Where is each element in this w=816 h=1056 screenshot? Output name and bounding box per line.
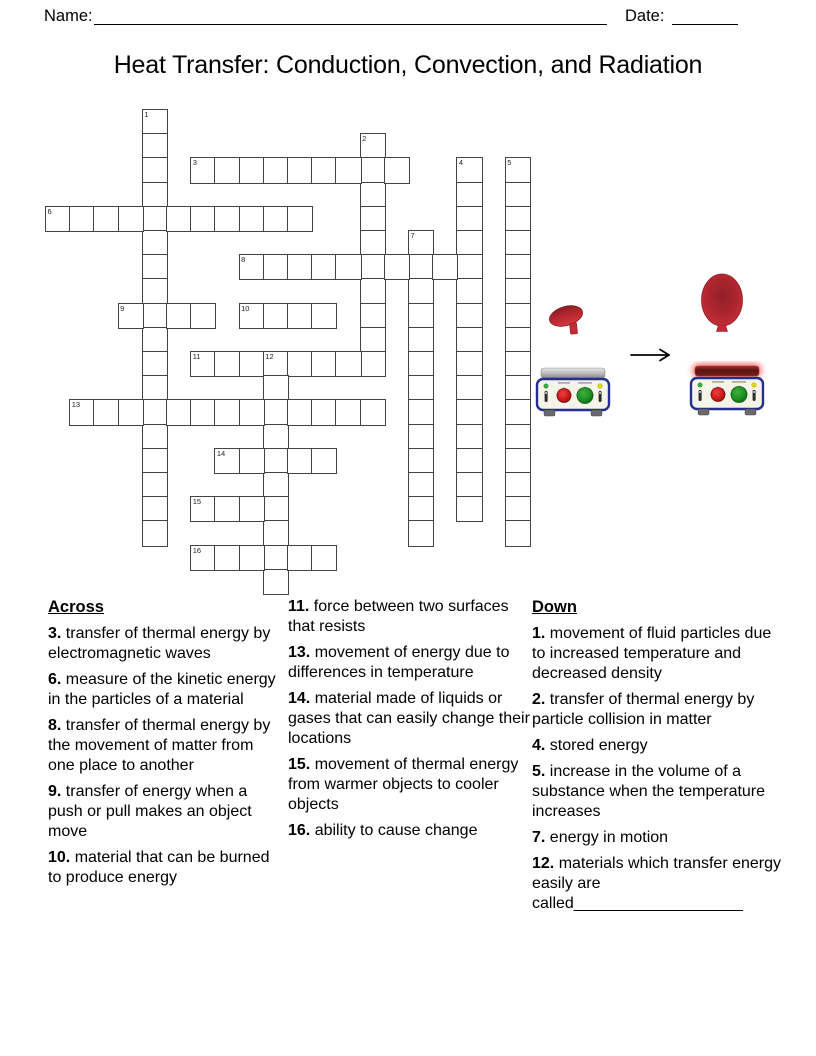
crossword-cell[interactable] <box>408 375 434 401</box>
clue-14: 14. material made of liquids or gases that can easily change their locations <box>288 690 530 747</box>
right-arrow-icon <box>630 345 672 365</box>
crossword-cell[interactable] <box>408 278 434 304</box>
crossword-cell[interactable] <box>214 399 240 425</box>
crossword-cell-number: 3 <box>192 158 197 168</box>
hot-plate-hot-image <box>686 361 768 423</box>
crossword-cell[interactable] <box>311 399 337 425</box>
crossword-cell[interactable] <box>408 303 434 329</box>
across-clues-list-continued <box>288 597 530 841</box>
crossword-cell[interactable] <box>408 520 434 546</box>
crossword-cell[interactable] <box>408 351 434 377</box>
crossword-cell[interactable] <box>456 182 482 208</box>
crossword-cell-number: 2 <box>362 134 367 144</box>
crossword-cell[interactable] <box>142 327 168 353</box>
crossword-cell-number: 14 <box>216 448 226 458</box>
crossword-cell-number: 8 <box>241 255 246 265</box>
crossword-cell[interactable] <box>456 375 482 401</box>
clue-4: 4. stored energy <box>532 737 648 754</box>
clue-13: 13. movement of energy due to differences in temperature <box>288 644 510 681</box>
crossword-cell[interactable] <box>118 206 144 232</box>
crossword-cell[interactable] <box>408 424 434 450</box>
crossword-cell[interactable] <box>505 448 531 474</box>
crossword-cell[interactable] <box>456 351 482 377</box>
down-clues-list <box>532 624 782 914</box>
clue-15: 15. movement of thermal energy from warmer objects to cooler objects <box>288 756 519 813</box>
clue-9: 9. transfer of energy when a push or pull makes an object move <box>48 783 252 840</box>
crossword-cell-number: 11 <box>192 352 201 361</box>
crossword-cell-number: 6 <box>47 206 52 216</box>
crossword-cell[interactable] <box>456 230 482 256</box>
crossword-cell[interactable] <box>287 157 313 183</box>
crossword-cell[interactable] <box>287 448 313 474</box>
clue-5: 5. increase in the volume of a substance when the temperature increases <box>532 763 766 820</box>
crossword-cell[interactable] <box>408 496 434 522</box>
crossword-cell[interactable] <box>408 448 434 474</box>
crossword-cell[interactable] <box>263 496 289 522</box>
crossword-cell[interactable] <box>505 375 531 401</box>
crossword-cell-number: 4 <box>458 158 464 168</box>
hot-plate-cold-image <box>534 365 612 423</box>
crossword-cell[interactable] <box>505 278 531 304</box>
crossword-cell[interactable] <box>360 327 386 353</box>
crossword-cell-number: 12 <box>265 352 274 361</box>
crossword-cell[interactable] <box>239 448 265 474</box>
crossword-cell[interactable] <box>311 254 337 280</box>
crossword-cell[interactable] <box>239 496 265 522</box>
crossword-cell[interactable] <box>263 206 289 232</box>
crossword-cell[interactable] <box>456 303 482 329</box>
crossword-cell[interactable] <box>166 206 192 232</box>
crossword-cell[interactable] <box>190 399 216 425</box>
crossword-cell[interactable] <box>166 303 192 329</box>
crossword-cell[interactable] <box>311 351 337 377</box>
crossword-cell[interactable] <box>456 399 482 425</box>
crossword-cell-number: 13 <box>71 400 81 410</box>
crossword-cell[interactable] <box>287 254 313 280</box>
crossword-cell[interactable] <box>214 545 240 571</box>
date-label: Date: <box>625 7 665 25</box>
crossword-cell[interactable] <box>142 351 168 377</box>
crossword-cell[interactable] <box>505 230 531 256</box>
crossword-cell[interactable] <box>505 520 531 546</box>
crossword-cell-number: 1 <box>144 110 149 119</box>
crossword-cell-number: 16 <box>192 545 202 555</box>
crossword-cell[interactable] <box>505 206 531 232</box>
crossword-cell[interactable] <box>142 157 168 183</box>
crossword-cell[interactable] <box>360 230 386 256</box>
across-clues-column-2 <box>288 597 530 847</box>
crossword-cell[interactable] <box>384 254 410 280</box>
crossword-cell[interactable] <box>142 133 168 159</box>
crossword-cell[interactable] <box>263 545 289 571</box>
crossword-cell[interactable] <box>142 448 168 474</box>
crossword-cell[interactable] <box>142 424 168 450</box>
crossword-cell[interactable] <box>142 278 168 304</box>
crossword-cell[interactable] <box>93 399 119 425</box>
clue-1: 1. movement of fluid particles due to increased temperature and decreased density <box>532 625 772 682</box>
crossword-cell[interactable] <box>287 351 313 377</box>
crossword-cell[interactable] <box>360 254 386 280</box>
crossword-cell[interactable] <box>93 206 119 232</box>
crossword-cell[interactable] <box>287 399 313 425</box>
clue-3: 3. transfer of thermal energy by electromagnetic waves <box>48 625 271 662</box>
crossword-cell[interactable] <box>505 424 531 450</box>
crossword-cell-number: 7 <box>410 231 415 240</box>
crossword-cell[interactable] <box>263 448 289 474</box>
name-label: Name: <box>44 7 93 25</box>
crossword-cell[interactable] <box>263 520 289 546</box>
crossword-cell[interactable] <box>239 399 265 425</box>
crossword-cell[interactable] <box>263 569 289 595</box>
crossword-cell[interactable] <box>360 182 386 208</box>
crossword-cell[interactable] <box>456 206 482 232</box>
crossword-cell[interactable] <box>287 206 313 232</box>
crossword-cell[interactable] <box>142 303 168 329</box>
clue-16: 16. ability to cause change <box>288 822 478 839</box>
crossword-cell[interactable] <box>335 399 361 425</box>
crossword-cell[interactable] <box>190 206 216 232</box>
crossword-cell[interactable] <box>456 327 482 353</box>
crossword-cell[interactable] <box>69 206 95 232</box>
crossword-cell[interactable] <box>118 399 144 425</box>
across-clues-column <box>48 597 276 894</box>
crossword-cell[interactable] <box>287 545 313 571</box>
crossword-cell[interactable] <box>360 351 386 377</box>
crossword-cell[interactable] <box>505 303 531 329</box>
crossword-cell[interactable] <box>505 399 531 425</box>
crossword-cell[interactable] <box>263 424 289 450</box>
crossword-cell[interactable] <box>239 206 265 232</box>
crossword-cell[interactable] <box>408 254 434 280</box>
crossword-cell[interactable] <box>142 254 168 280</box>
crossword-cell[interactable] <box>360 303 386 329</box>
crossword-cell[interactable] <box>142 206 168 232</box>
crossword-cell[interactable] <box>408 327 434 353</box>
crossword-cell[interactable] <box>239 351 265 377</box>
crossword-cell[interactable] <box>311 448 337 474</box>
crossword-cell[interactable] <box>214 496 240 522</box>
crossword-cell[interactable] <box>360 278 386 304</box>
clue-12: 12. materials which transfer energy easily are called___________________ <box>532 855 782 912</box>
across-heading: Across <box>48 598 104 616</box>
crossword-cell[interactable] <box>142 230 168 256</box>
crossword-cell[interactable] <box>142 496 168 522</box>
crossword-cell[interactable] <box>214 351 240 377</box>
crossword-cell[interactable] <box>142 472 168 498</box>
crossword-cell[interactable] <box>456 472 482 498</box>
crossword-cell[interactable] <box>335 157 361 183</box>
crossword-cell[interactable] <box>505 496 531 522</box>
clue-11: 11. force between two surfaces that resists <box>288 598 509 635</box>
crossword-cell[interactable] <box>142 182 168 208</box>
crossword-cell[interactable] <box>505 254 531 280</box>
crossword-cell[interactable] <box>190 303 216 329</box>
crossword-cell[interactable] <box>408 399 434 425</box>
crossword-cell[interactable] <box>263 254 289 280</box>
crossword-cell-number: 15 <box>192 497 202 507</box>
clue-2: 2. transfer of thermal energy by particle collision in matter <box>532 691 755 728</box>
crossword-cell[interactable] <box>311 157 337 183</box>
crossword-cell[interactable] <box>360 206 386 232</box>
crossword-cell-number: 5 <box>507 158 512 168</box>
crossword-cell[interactable] <box>142 520 168 546</box>
crossword-cell[interactable] <box>505 351 531 377</box>
crossword-cell[interactable] <box>456 278 482 304</box>
crossword-cell[interactable] <box>311 545 337 571</box>
crossword-cell[interactable] <box>263 472 289 498</box>
crossword-cell[interactable] <box>456 496 482 522</box>
crossword-cell[interactable] <box>263 303 289 329</box>
clue-6: 6. measure of the kinetic energy in the particles of a material <box>48 671 276 708</box>
crossword-cell-number: 9 <box>120 303 125 313</box>
crossword-cell[interactable] <box>384 157 410 183</box>
crossword-cell[interactable] <box>456 424 482 450</box>
crossword-cell[interactable] <box>214 206 240 232</box>
crossword-cell[interactable] <box>408 472 434 498</box>
crossword-cell[interactable] <box>335 351 361 377</box>
crossword-cell[interactable] <box>263 375 289 401</box>
crossword-cell[interactable] <box>505 472 531 498</box>
crossword-cell[interactable] <box>311 303 337 329</box>
crossword-cell[interactable] <box>456 254 482 280</box>
crossword-cell[interactable] <box>456 448 482 474</box>
crossword-cell[interactable] <box>214 157 240 183</box>
crossword-cell[interactable] <box>287 303 313 329</box>
crossword-cell[interactable] <box>263 157 289 183</box>
crossword-cell[interactable] <box>505 182 531 208</box>
crossword-cell[interactable] <box>432 254 458 280</box>
crossword-cell[interactable] <box>505 327 531 353</box>
inflated-balloon-image <box>697 273 747 335</box>
down-heading: Down <box>532 598 577 616</box>
crossword-cell[interactable] <box>239 545 265 571</box>
clue-7: 7. energy in motion <box>532 829 669 846</box>
crossword-cell[interactable] <box>335 254 361 280</box>
crossword-cell-number: 10 <box>241 303 250 313</box>
crossword-cell[interactable] <box>239 157 265 183</box>
clue-8: 8. transfer of thermal energy by the movement of matter from one place to another <box>48 717 271 774</box>
page-title: Heat Transfer: Conduction, Convection, and Radiation <box>113 51 703 79</box>
clue-10: 10. material that can be burned to produce energy <box>48 849 270 886</box>
crossword-cell[interactable] <box>142 399 168 425</box>
crossword-cell[interactable] <box>360 157 386 183</box>
crossword-cell[interactable] <box>263 399 289 425</box>
deflated-balloon-image <box>544 297 592 343</box>
down-clues-column <box>532 597 782 920</box>
crossword-cell[interactable] <box>166 399 192 425</box>
crossword-cell[interactable] <box>360 399 386 425</box>
crossword-cell[interactable] <box>142 375 168 401</box>
across-clues-list <box>48 624 276 888</box>
